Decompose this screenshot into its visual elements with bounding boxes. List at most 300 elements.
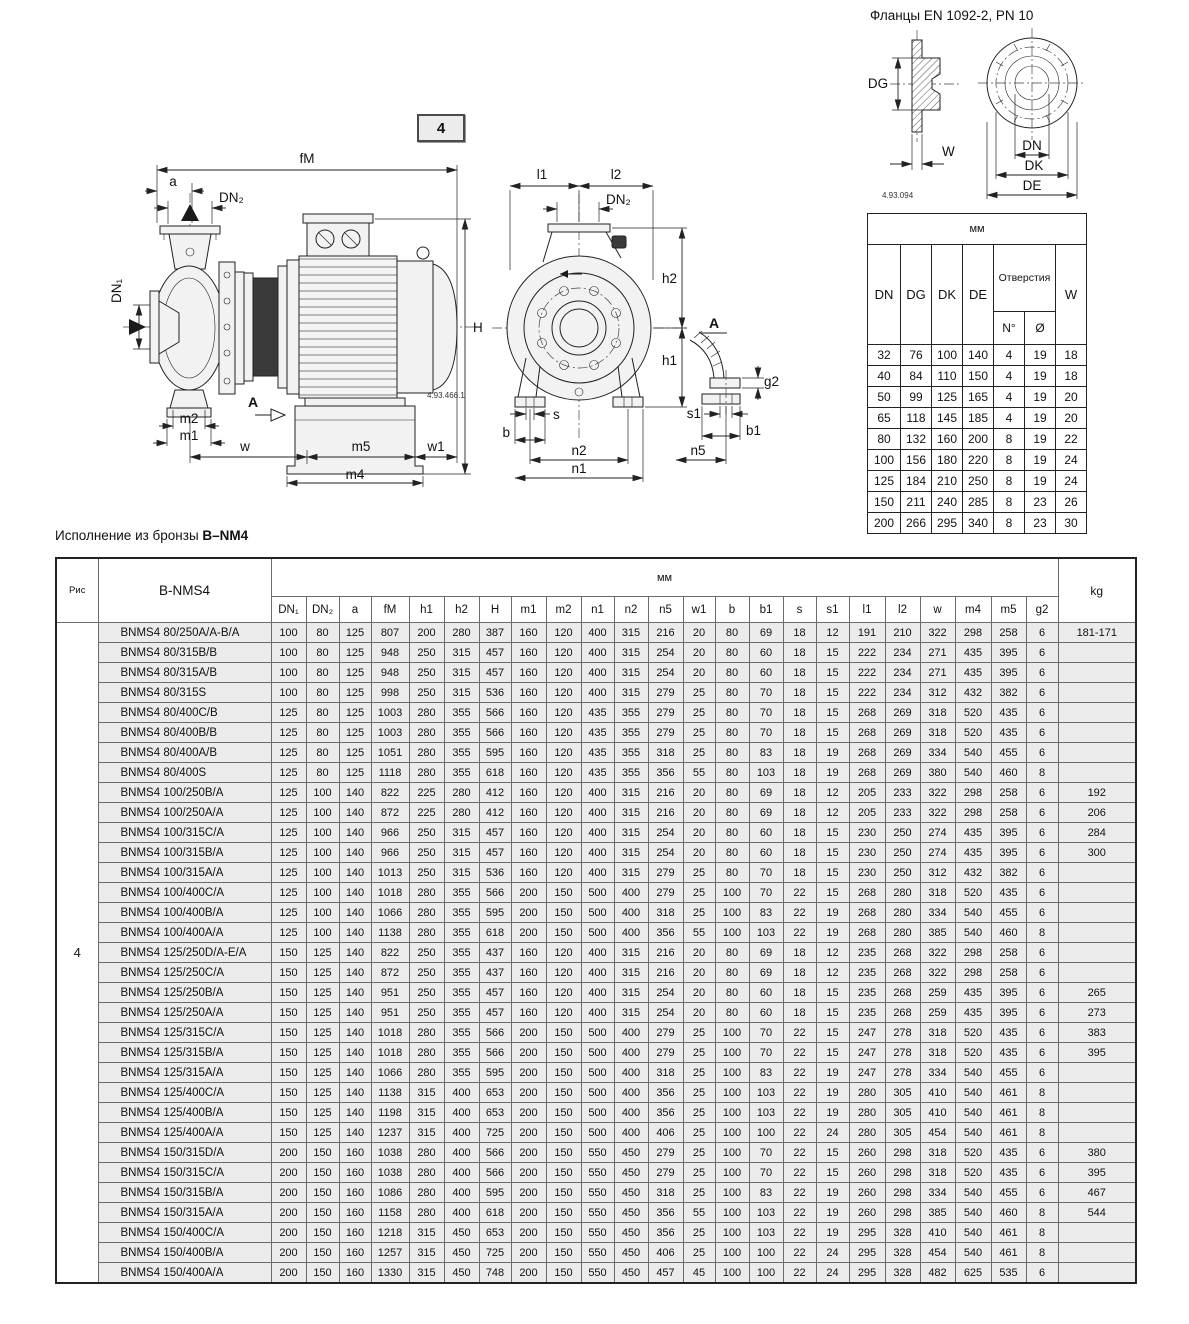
dim-value-cell: 125 [271, 703, 306, 723]
model-cell: BNMS4 80/250A/A-B/A [98, 623, 271, 643]
dim-value-cell: 280 [444, 623, 479, 643]
dim-value-cell: 235 [849, 943, 885, 963]
dim-value-cell: 268 [849, 723, 885, 743]
dim-value-cell: 385 [920, 1203, 955, 1223]
dim-value-cell: 100 [306, 803, 339, 823]
dim-value-cell: 22 [783, 1063, 816, 1083]
dim-value-cell: 125 [271, 923, 306, 943]
dim-value-cell: 280 [444, 783, 479, 803]
dim-value-cell: 19 [816, 1203, 849, 1223]
dim-value-cell: 191 [849, 623, 885, 643]
dim-value-cell: 70 [749, 1023, 783, 1043]
dim-value-cell: 435 [991, 1023, 1026, 1043]
dim-value-cell: 150 [546, 883, 581, 903]
dim-value-cell: 150 [546, 1143, 581, 1163]
table-row [56, 1083, 1136, 1103]
dim-value-cell: 69 [749, 623, 783, 643]
dim-value-cell: 250 [885, 823, 920, 843]
kg-cell [1058, 1083, 1136, 1103]
dim-label-m5: m5 [351, 439, 371, 454]
dim-label-a: a [169, 174, 177, 189]
flange-value-cell: 180 [932, 450, 963, 471]
dim-value-cell: 482 [920, 1263, 955, 1284]
dim-value-cell: 259 [920, 1003, 955, 1023]
dim-value-cell: 22 [783, 1143, 816, 1163]
table-row [56, 623, 1136, 643]
dim-value-cell: 80 [306, 763, 339, 783]
dim-value-cell: 254 [648, 663, 683, 683]
dim-value-cell: 100 [271, 623, 306, 643]
dim-value-cell: 18 [783, 663, 816, 683]
dim-value-cell: 8 [1026, 1123, 1058, 1143]
dim-value-cell: 69 [749, 943, 783, 963]
dim-value-cell: 225 [409, 783, 444, 803]
kg-cell [1058, 703, 1136, 723]
table-row [56, 1183, 1136, 1203]
model-cell: BNMS4 80/315B/B [98, 643, 271, 663]
dim-value-cell: 8 [1026, 1103, 1058, 1123]
dim-value-cell: 100 [715, 1103, 749, 1123]
dim-value-cell: 80 [715, 963, 749, 983]
dim-value-cell: 455 [991, 903, 1026, 923]
dim-value-cell: 355 [444, 1063, 479, 1083]
dim-value-cell: 355 [614, 743, 648, 763]
dim-value-cell: 318 [920, 883, 955, 903]
model-cell: BNMS4 125/315A/A [98, 1063, 271, 1083]
dim-value-cell: 83 [749, 743, 783, 763]
dim-value-cell: 457 [479, 663, 511, 683]
pump-dimensions-table [55, 557, 1137, 1284]
dim-value-cell: 280 [409, 703, 444, 723]
dim-value-cell: 400 [444, 1203, 479, 1223]
dim-label-m4: m4 [345, 467, 365, 482]
dim-value-cell: 120 [546, 983, 581, 1003]
dim-value-cell: 280 [409, 1183, 444, 1203]
dim-value-cell: 540 [955, 923, 991, 943]
dim-value-cell: 250 [409, 663, 444, 683]
flange-value-cell: 19 [1025, 387, 1056, 408]
dim-value-cell: 120 [546, 763, 581, 783]
dim-value-cell: 1330 [371, 1263, 409, 1284]
dim-value-cell: 150 [546, 1123, 581, 1143]
flange-value-cell: 8 [994, 492, 1025, 513]
dim-value-cell: 12 [816, 963, 849, 983]
dim-value-cell: 250 [409, 943, 444, 963]
dim-label-s1: s1 [686, 406, 701, 421]
dim-value-cell: 200 [511, 1043, 546, 1063]
dim-value-cell: 400 [614, 1063, 648, 1083]
dim-value-cell: 22 [783, 1263, 816, 1284]
dim-value-cell: 8 [1026, 763, 1058, 783]
dim-label-h1: h1 [661, 353, 677, 368]
dim-value-cell: 566 [479, 1023, 511, 1043]
dim-value-cell: 450 [614, 1263, 648, 1284]
section-a-arrow-icon [271, 409, 285, 421]
dim-value-cell: 1237 [371, 1123, 409, 1143]
dim-value-cell: 150 [271, 943, 306, 963]
dim-value-cell: 150 [546, 1243, 581, 1263]
dim-value-cell: 70 [749, 683, 783, 703]
dim-value-cell: 100 [306, 863, 339, 883]
dim-value-cell: 100 [715, 1163, 749, 1183]
flange-cross-section [912, 40, 940, 132]
dim-value-cell: 400 [581, 943, 614, 963]
dim-value-cell: 254 [648, 843, 683, 863]
dim-value-cell: 80 [306, 703, 339, 723]
dim-value-cell: 400 [581, 683, 614, 703]
flange-value-cell: 4 [994, 408, 1025, 429]
dim-value-cell: 80 [715, 843, 749, 863]
flange-value-cell: 19 [1025, 345, 1056, 366]
dim-value-cell: 355 [614, 703, 648, 723]
dim-value-cell: 315 [614, 843, 648, 863]
dim-value-cell: 250 [409, 983, 444, 1003]
dim-value-cell: 278 [885, 1023, 920, 1043]
dim-value-cell: 150 [271, 1063, 306, 1083]
dim-value-cell: 279 [648, 1043, 683, 1063]
dim-value-cell: 457 [479, 843, 511, 863]
dim-value-cell: 18 [783, 943, 816, 963]
dim-value-cell: 80 [715, 803, 749, 823]
dim-value-cell: 15 [816, 703, 849, 723]
dim-value-cell: 6 [1026, 623, 1058, 643]
dim-value-cell: 160 [511, 823, 546, 843]
dim-value-cell: 268 [885, 943, 920, 963]
dim-value-cell: 725 [479, 1243, 511, 1263]
dim-value-cell: 315 [614, 963, 648, 983]
dim-value-cell: 200 [511, 923, 546, 943]
dim-value-cell: 380 [920, 763, 955, 783]
flange-value-cell: 4 [994, 387, 1025, 408]
dim-label-de: DE [1022, 178, 1042, 193]
dim-label-n1: n1 [571, 461, 587, 476]
dim-value-cell: 250 [409, 823, 444, 843]
dim-value-cell: 200 [511, 903, 546, 923]
dim-value-cell: 822 [371, 943, 409, 963]
dim-value-cell: 400 [581, 983, 614, 1003]
dim-value-cell: 150 [546, 1023, 581, 1043]
dim-value-cell: 150 [306, 1163, 339, 1183]
dim-value-cell: 6 [1026, 883, 1058, 903]
dim-value-cell: 450 [614, 1143, 648, 1163]
dim-value-cell: 55 [683, 923, 715, 943]
dim-value-cell: 200 [271, 1223, 306, 1243]
dim-value-cell: 200 [511, 1263, 546, 1284]
dim-value-cell: 150 [546, 1183, 581, 1203]
dim-value-cell: 140 [339, 963, 371, 983]
flange-value-cell: 160 [932, 429, 963, 450]
flange-value-cell: 211 [901, 492, 932, 513]
dim-value-cell: 160 [511, 723, 546, 743]
dim-value-cell: 355 [444, 963, 479, 983]
dim-value-cell: 400 [581, 643, 614, 663]
dim-value-cell: 150 [271, 1123, 306, 1143]
dim-value-cell: 406 [648, 1243, 683, 1263]
dim-value-cell: 83 [749, 1063, 783, 1083]
dim-value-cell: 125 [339, 763, 371, 783]
dim-value-cell: 540 [955, 1183, 991, 1203]
flange-value-cell: 340 [963, 513, 994, 534]
dim-value-cell: 6 [1026, 1183, 1058, 1203]
dim-value-cell: 25 [683, 703, 715, 723]
kg-cell: 467 [1058, 1183, 1136, 1203]
flange-value-cell: 8 [994, 429, 1025, 450]
dim-value-cell: 25 [683, 1223, 715, 1243]
dim-value-cell: 235 [849, 983, 885, 1003]
dim-value-cell: 12 [816, 943, 849, 963]
dim-value-cell: 520 [955, 723, 991, 743]
dim-value-cell: 618 [479, 763, 511, 783]
flange-value-cell: 150 [963, 366, 994, 387]
model-cell: BNMS4 150/400C/A [98, 1223, 271, 1243]
dim-value-cell: 22 [783, 883, 816, 903]
dim-value-cell: 460 [991, 923, 1026, 943]
dim-value-cell: 19 [816, 923, 849, 943]
dim-value-cell: 400 [614, 1123, 648, 1143]
dim-value-cell: 250 [409, 1003, 444, 1023]
dim-value-cell: 355 [444, 743, 479, 763]
flange-table-row [868, 345, 1087, 366]
dim-value-cell: 25 [683, 1143, 715, 1163]
dim-value-cell: 200 [511, 1223, 546, 1243]
dim-value-cell: 69 [749, 803, 783, 823]
dim-value-cell: 395 [991, 1003, 1026, 1023]
dim-value-cell: 268 [885, 1003, 920, 1023]
motor-stator [299, 256, 397, 398]
dim-value-cell: 280 [409, 1143, 444, 1163]
figure-ref-cell: 4 [56, 623, 98, 1284]
dim-value-cell: 120 [546, 963, 581, 983]
dim-value-cell: 22 [783, 1163, 816, 1183]
table-row [56, 903, 1136, 923]
flange-value-cell: 295 [932, 513, 963, 534]
dim-value-cell: 278 [885, 1063, 920, 1083]
kg-cell [1058, 1123, 1136, 1143]
dim-value-cell: 450 [444, 1223, 479, 1243]
dim-value-cell: 1003 [371, 723, 409, 743]
dim-value-cell: 385 [920, 923, 955, 943]
dim-value-cell: 269 [885, 723, 920, 743]
table-row [56, 1123, 1136, 1143]
dim-value-cell: 200 [511, 1243, 546, 1263]
dim-value-cell: 395 [991, 663, 1026, 683]
flange-value-cell: 165 [963, 387, 994, 408]
dim-value-cell: 454 [920, 1123, 955, 1143]
dim-value-cell: 412 [479, 783, 511, 803]
dim-value-cell: 356 [648, 1103, 683, 1123]
dim-value-cell: 550 [581, 1223, 614, 1243]
table-row [56, 843, 1136, 863]
dim-value-cell: 120 [546, 863, 581, 883]
dim-value-cell: 500 [581, 883, 614, 903]
col-header-kg: kg [1058, 558, 1136, 623]
flange-value-cell: 184 [901, 471, 932, 492]
kg-cell: 273 [1058, 1003, 1136, 1023]
dim-value-cell: 216 [648, 963, 683, 983]
flange-value-cell: 26 [1056, 492, 1087, 513]
dim-value-cell: 461 [991, 1083, 1026, 1103]
model-cell: BNMS4 80/400C/B [98, 703, 271, 723]
dim-value-cell: 15 [816, 983, 849, 1003]
dim-column-header: n5 [648, 597, 683, 623]
dim-value-cell: 334 [920, 1183, 955, 1203]
dim-value-cell: 100 [306, 903, 339, 923]
dim-value-cell: 400 [581, 803, 614, 823]
dim-value-cell: 305 [885, 1123, 920, 1143]
dim-value-cell: 125 [306, 983, 339, 1003]
dim-value-cell: 6 [1026, 1163, 1058, 1183]
dim-value-cell: 70 [749, 1043, 783, 1063]
dim-value-cell: 1158 [371, 1203, 409, 1223]
dim-value-cell: 18 [783, 983, 816, 1003]
dim-value-cell: 20 [683, 843, 715, 863]
dim-value-cell: 355 [444, 983, 479, 1003]
flange-value-cell: 23 [1025, 513, 1056, 534]
dim-value-cell: 315 [409, 1243, 444, 1263]
dim-value-cell: 160 [511, 803, 546, 823]
dim-label-h2: h2 [661, 271, 677, 286]
dim-value-cell: 315 [409, 1083, 444, 1103]
kg-cell: 395 [1058, 1163, 1136, 1183]
dim-value-cell: 435 [955, 983, 991, 1003]
dim-value-cell: 200 [271, 1183, 306, 1203]
dim-value-cell: 334 [920, 1063, 955, 1083]
dim-value-cell: 279 [648, 1163, 683, 1183]
dim-value-cell: 435 [581, 703, 614, 723]
model-cell: BNMS4 150/400B/A [98, 1243, 271, 1263]
dim-value-cell: 540 [955, 1103, 991, 1123]
dim-value-cell: 540 [955, 1083, 991, 1103]
dim-value-cell: 20 [683, 963, 715, 983]
flange-value-cell: 4 [994, 345, 1025, 366]
dim-value-cell: 25 [683, 1103, 715, 1123]
dim-value-cell: 125 [306, 1103, 339, 1123]
dim-value-cell: 22 [783, 1103, 816, 1123]
kg-cell [1058, 1063, 1136, 1083]
kg-cell [1058, 643, 1136, 663]
dim-value-cell: 160 [339, 1163, 371, 1183]
dim-value-cell: 80 [715, 643, 749, 663]
dim-value-cell: 595 [479, 1063, 511, 1083]
dim-value-cell: 150 [271, 1003, 306, 1023]
dim-value-cell: 19 [816, 743, 849, 763]
dim-value-cell: 222 [849, 683, 885, 703]
dim-value-cell: 566 [479, 1043, 511, 1063]
dim-value-cell: 200 [511, 1163, 546, 1183]
model-cell: BNMS4 100/315C/A [98, 823, 271, 843]
dim-label-m1: m1 [179, 428, 199, 443]
bronze-note-text: Исполнение из бронзы [55, 528, 203, 543]
dim-value-cell: 100 [306, 883, 339, 903]
dim-value-cell: 520 [955, 1023, 991, 1043]
dim-value-cell: 80 [715, 983, 749, 1003]
dim-value-cell: 18 [783, 763, 816, 783]
dim-value-cell: 125 [271, 763, 306, 783]
dim-value-cell: 566 [479, 723, 511, 743]
dim-value-cell: 355 [614, 723, 648, 743]
dim-value-cell: 55 [683, 1203, 715, 1223]
dim-value-cell: 748 [479, 1263, 511, 1284]
model-cell: BNMS4 125/400C/A [98, 1083, 271, 1103]
dim-value-cell: 125 [339, 623, 371, 643]
flange-value-cell: 19 [1025, 471, 1056, 492]
dim-value-cell: 6 [1026, 1263, 1058, 1284]
flange-value-cell: 19 [1025, 408, 1056, 429]
dim-value-cell: 279 [648, 703, 683, 723]
dim-value-cell: 295 [849, 1243, 885, 1263]
dim-value-cell: 234 [885, 683, 920, 703]
flange-value-cell: 18 [1056, 345, 1087, 366]
table-row [56, 1003, 1136, 1023]
dim-value-cell: 254 [648, 1003, 683, 1023]
dim-value-cell: 230 [849, 863, 885, 883]
dim-value-cell: 125 [306, 1003, 339, 1023]
dim-value-cell: 200 [511, 1063, 546, 1083]
dim-value-cell: 457 [648, 1263, 683, 1284]
dim-value-cell: 80 [715, 703, 749, 723]
dim-value-cell: 100 [271, 663, 306, 683]
dim-value-cell: 200 [511, 1103, 546, 1123]
dim-value-cell: 200 [511, 1023, 546, 1043]
dim-column-header: w1 [683, 597, 715, 623]
dim-value-cell: 280 [409, 1063, 444, 1083]
dim-value-cell: 269 [885, 703, 920, 723]
dim-column-header: DN₂ [306, 597, 339, 623]
dim-column-header: H [479, 597, 511, 623]
dim-value-cell: 6 [1026, 983, 1058, 1003]
dim-value-cell: 140 [339, 943, 371, 963]
kg-cell: 383 [1058, 1023, 1136, 1043]
kg-cell: 181-171 [1058, 623, 1136, 643]
dim-value-cell: 618 [479, 1203, 511, 1223]
dim-value-cell: 80 [715, 623, 749, 643]
dim-value-cell: 150 [271, 1083, 306, 1103]
dim-value-cell: 160 [339, 1203, 371, 1223]
dim-value-cell: 200 [271, 1143, 306, 1163]
dim-value-cell: 160 [511, 863, 546, 883]
dim-value-cell: 400 [444, 1083, 479, 1103]
dim-value-cell: 6 [1026, 1143, 1058, 1163]
flange-value-cell: 19 [1025, 429, 1056, 450]
dim-value-cell: 160 [511, 663, 546, 683]
dim-value-cell: 80 [715, 723, 749, 743]
dim-label-dk: DK [1024, 158, 1044, 173]
dim-value-cell: 400 [581, 843, 614, 863]
detail-a-label: A [708, 315, 720, 331]
kg-cell: 544 [1058, 1203, 1136, 1223]
dim-value-cell: 1013 [371, 863, 409, 883]
dim-value-cell: 269 [885, 743, 920, 763]
dim-value-cell: 872 [371, 803, 409, 823]
dim-value-cell: 450 [614, 1203, 648, 1223]
dim-column-header: h1 [409, 597, 444, 623]
dim-value-cell: 305 [885, 1083, 920, 1103]
dim-value-cell: 250 [885, 843, 920, 863]
dim-column-header: l1 [849, 597, 885, 623]
dim-value-cell: 100 [715, 1223, 749, 1243]
dim-value-cell: 298 [955, 943, 991, 963]
dim-value-cell: 160 [511, 963, 546, 983]
dim-value-cell: 233 [885, 783, 920, 803]
dim-value-cell: 540 [955, 743, 991, 763]
dim-label-b1: b1 [746, 423, 762, 438]
dim-value-cell: 15 [816, 863, 849, 883]
dim-value-cell: 315 [614, 783, 648, 803]
dim-value-cell: 437 [479, 963, 511, 983]
kg-cell [1058, 763, 1136, 783]
dim-value-cell: 400 [581, 823, 614, 843]
dim-value-cell: 22 [783, 1023, 816, 1043]
